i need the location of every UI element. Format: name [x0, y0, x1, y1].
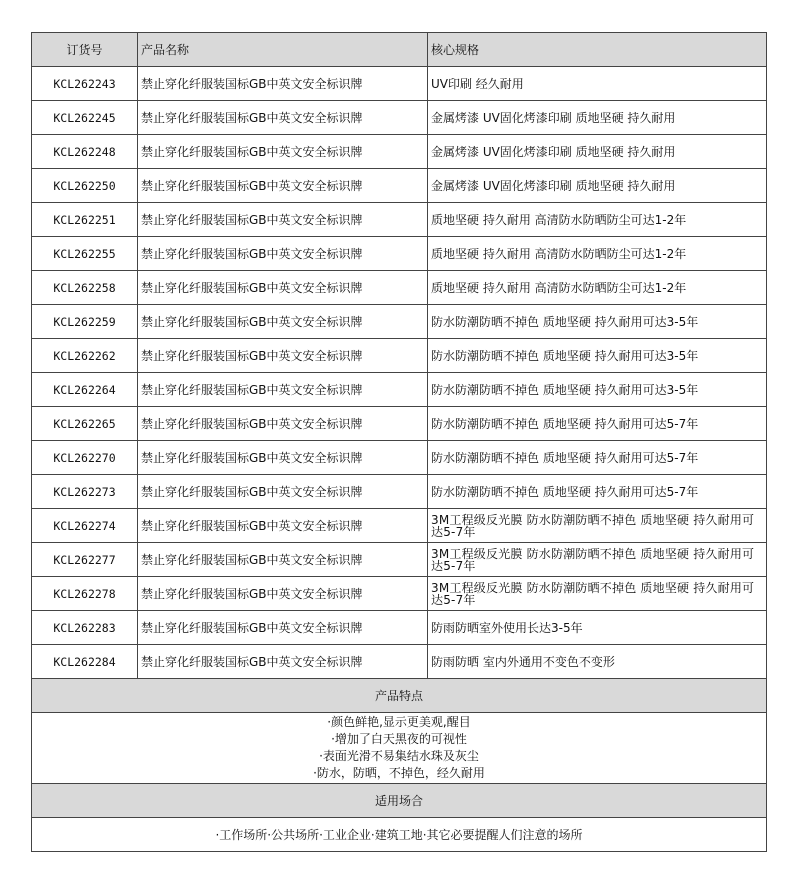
code-cell: KCL262258 [32, 271, 138, 305]
code-cell: KCL262274 [32, 509, 138, 543]
name-cell: 禁止穿化纤服装国标GB中英文安全标识牌 [138, 407, 428, 441]
spec-cell: UV印刷 经久耐用 [428, 67, 767, 101]
code-cell: KCL262265 [32, 407, 138, 441]
name-cell: 禁止穿化纤服装国标GB中英文安全标识牌 [138, 203, 428, 237]
name-cell: 禁止穿化纤服装国标GB中英文安全标识牌 [138, 611, 428, 645]
table-row [32, 169, 767, 203]
spec-cell: 质地坚硬 持久耐用 高清防水防晒防尘可达1-2年 [428, 237, 767, 271]
name-cell: 禁止穿化纤服装国标GB中英文安全标识牌 [138, 237, 428, 271]
table-row [32, 203, 767, 237]
table-row [32, 271, 767, 305]
spec-cell: 防水防潮防晒不掉色 质地坚硬 持久耐用可达3-5年 [428, 339, 767, 373]
feature-item: ·防水，防晒，不掉色，经久耐用 [313, 766, 485, 780]
name-cell: 禁止穿化纤服装国标GB中英文安全标识牌 [138, 373, 428, 407]
table-row [32, 543, 767, 577]
name-cell: 禁止穿化纤服装国标GB中英文安全标识牌 [138, 339, 428, 373]
name-cell: 禁止穿化纤服装国标GB中英文安全标识牌 [138, 271, 428, 305]
header-spec: 核心规格 [428, 33, 767, 67]
table-row [32, 645, 767, 679]
features-title-row [32, 679, 767, 713]
usage-text: ·工作场所·公共场所·工业企业·建筑工地·其它必要提醒人们注意的场所 [32, 818, 767, 852]
name-cell: 禁止穿化纤服装国标GB中英文安全标识牌 [138, 509, 428, 543]
name-cell: 禁止穿化纤服装国标GB中英文安全标识牌 [138, 169, 428, 203]
name-cell: 禁止穿化纤服装国标GB中英文安全标识牌 [138, 441, 428, 475]
feature-item: ·增加了白天黑夜的可视性 [331, 732, 467, 746]
code-cell: KCL262270 [32, 441, 138, 475]
features-list [32, 713, 767, 784]
header-code: 订货号 [32, 33, 138, 67]
code-cell: KCL262262 [32, 339, 138, 373]
code-cell: KCL262245 [32, 101, 138, 135]
code-cell: KCL262284 [32, 645, 138, 679]
header-name: 产品名称 [138, 33, 428, 67]
table-row [32, 237, 767, 271]
table-row [32, 611, 767, 645]
table-header-row [32, 33, 767, 67]
code-cell: KCL262255 [32, 237, 138, 271]
spec-cell: 防水防潮防晒不掉色 质地坚硬 持久耐用可达5-7年 [428, 475, 767, 509]
table-row [32, 305, 767, 339]
code-cell: KCL262251 [32, 203, 138, 237]
table-row [32, 441, 767, 475]
spec-cell: 3M工程级反光膜 防水防潮防晒不掉色 质地坚硬 持久耐用可达5-7年 [428, 543, 767, 577]
product-spec-table [31, 32, 767, 852]
code-cell: KCL262264 [32, 373, 138, 407]
name-cell: 禁止穿化纤服装国标GB中英文安全标识牌 [138, 543, 428, 577]
table-row [32, 407, 767, 441]
spec-cell: 防水防潮防晒不掉色 质地坚硬 持久耐用可达5-7年 [428, 441, 767, 475]
code-cell: KCL262248 [32, 135, 138, 169]
name-cell: 禁止穿化纤服装国标GB中英文安全标识牌 [138, 67, 428, 101]
table-body [32, 67, 767, 679]
code-cell: KCL262278 [32, 577, 138, 611]
table-row [32, 101, 767, 135]
spec-cell: 防雨防晒 室内外通用不变色不变形 [428, 645, 767, 679]
name-cell: 禁止穿化纤服装国标GB中英文安全标识牌 [138, 305, 428, 339]
code-cell: KCL262250 [32, 169, 138, 203]
name-cell: 禁止穿化纤服装国标GB中英文安全标识牌 [138, 577, 428, 611]
table-row [32, 373, 767, 407]
feature-item: ·表面光滑不易集结水珠及灰尘 [319, 749, 479, 763]
usage-row [32, 818, 767, 852]
spec-cell: 3M工程级反光膜 防水防潮防晒不掉色 质地坚硬 持久耐用可达5-7年 [428, 577, 767, 611]
code-cell: KCL262243 [32, 67, 138, 101]
spec-cell: 金属烤漆 UV固化烤漆印刷 质地坚硬 持久耐用 [428, 135, 767, 169]
spec-cell: 金属烤漆 UV固化烤漆印刷 质地坚硬 持久耐用 [428, 101, 767, 135]
usage-title: 适用场合 [32, 784, 767, 818]
usage-title-row [32, 784, 767, 818]
spec-cell: 质地坚硬 持久耐用 高清防水防晒防尘可达1-2年 [428, 203, 767, 237]
table-row [32, 509, 767, 543]
spec-cell: 质地坚硬 持久耐用 高清防水防晒防尘可达1-2年 [428, 271, 767, 305]
table-row [32, 67, 767, 101]
code-cell: KCL262259 [32, 305, 138, 339]
name-cell: 禁止穿化纤服装国标GB中英文安全标识牌 [138, 645, 428, 679]
spec-cell: 金属烤漆 UV固化烤漆印刷 质地坚硬 持久耐用 [428, 169, 767, 203]
table-row [32, 135, 767, 169]
code-cell: KCL262273 [32, 475, 138, 509]
features-row [32, 713, 767, 784]
spec-cell: 3M工程级反光膜 防水防潮防晒不掉色 质地坚硬 持久耐用可达5-7年 [428, 509, 767, 543]
code-cell: KCL262283 [32, 611, 138, 645]
spec-cell: 防水防潮防晒不掉色 质地坚硬 持久耐用可达3-5年 [428, 305, 767, 339]
spec-cell: 防水防潮防晒不掉色 质地坚硬 持久耐用可达5-7年 [428, 407, 767, 441]
spec-cell: 防水防潮防晒不掉色 质地坚硬 持久耐用可达3-5年 [428, 373, 767, 407]
table-row [32, 339, 767, 373]
name-cell: 禁止穿化纤服装国标GB中英文安全标识牌 [138, 475, 428, 509]
feature-item: ·颜色鲜艳,显示更美观,醒目 [327, 715, 471, 729]
spec-cell: 防雨防晒室外使用长达3-5年 [428, 611, 767, 645]
name-cell: 禁止穿化纤服装国标GB中英文安全标识牌 [138, 135, 428, 169]
table-row [32, 475, 767, 509]
code-cell: KCL262277 [32, 543, 138, 577]
table-row [32, 577, 767, 611]
features-title: 产品特点 [32, 679, 767, 713]
name-cell: 禁止穿化纤服装国标GB中英文安全标识牌 [138, 101, 428, 135]
